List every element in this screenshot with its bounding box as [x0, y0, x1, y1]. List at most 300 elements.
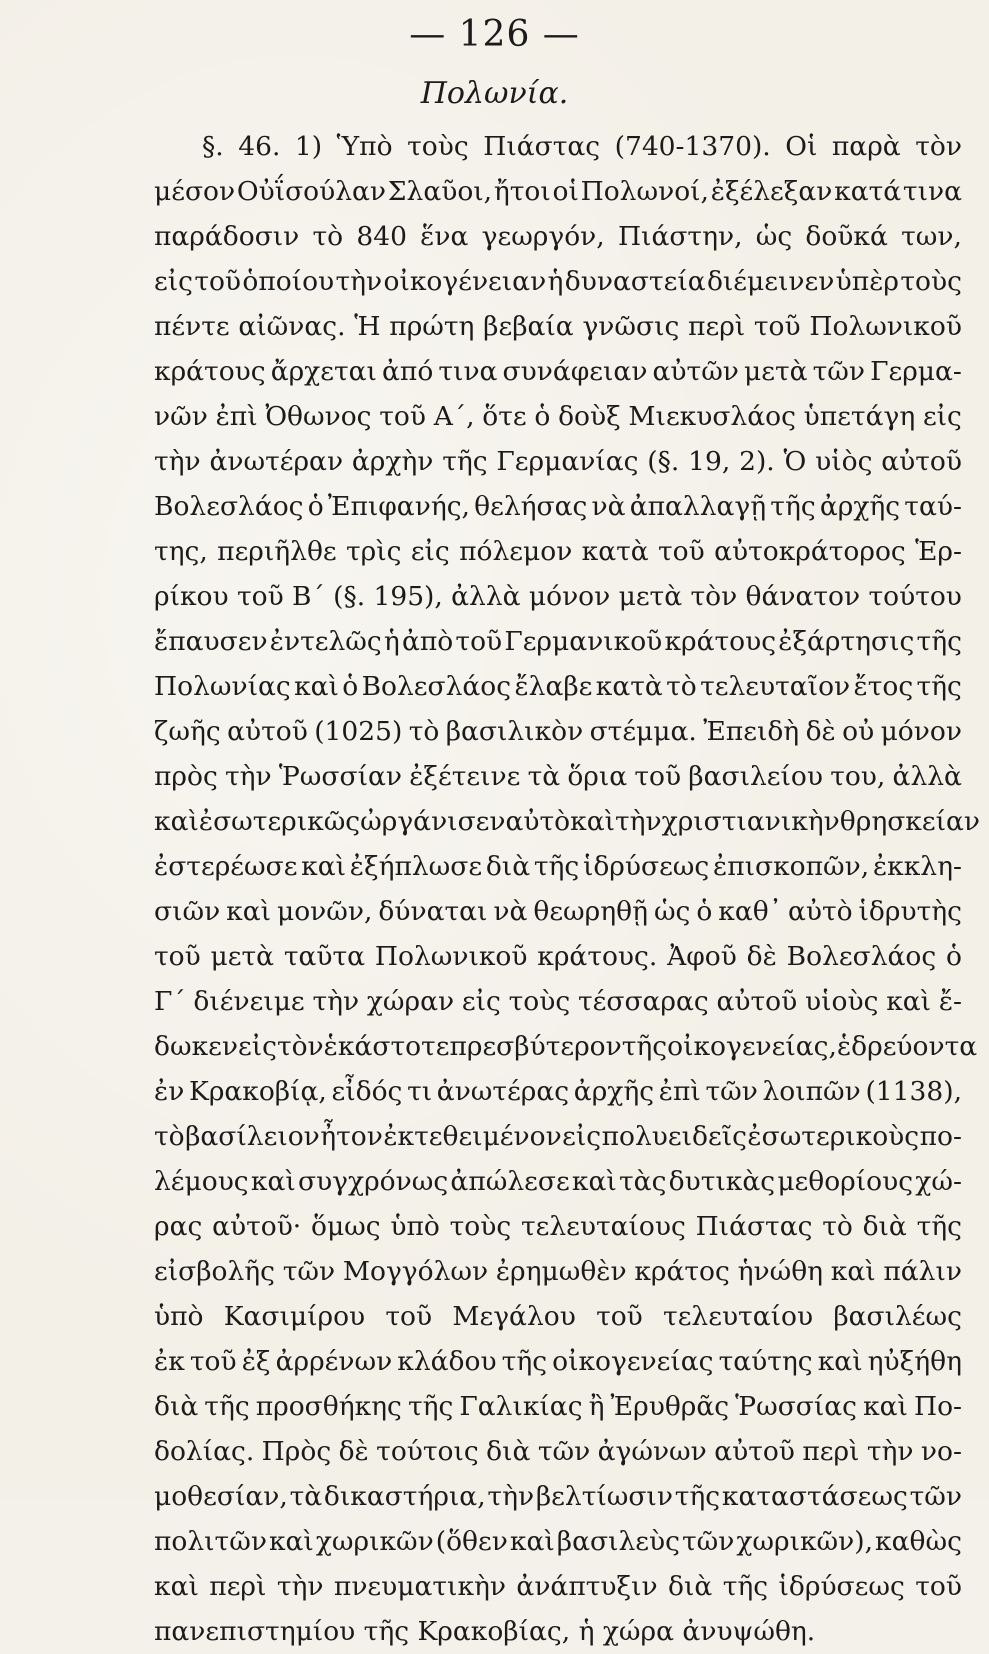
- word: Μεγάλου: [452, 1301, 576, 1332]
- word: τὴν: [154, 446, 201, 477]
- word: ἀλλὰ: [892, 761, 962, 792]
- word: ὁ: [696, 896, 713, 927]
- word: καὶ: [226, 896, 272, 927]
- word: τὰ: [527, 761, 561, 792]
- word: τοῦ: [379, 401, 426, 432]
- text-line: [154, 799, 980, 844]
- word: τὴν: [487, 1481, 535, 1512]
- word: τὸ: [408, 716, 440, 747]
- word: νο-: [920, 1436, 962, 1467]
- word: Ἐπιφανής,: [327, 491, 470, 522]
- word: καὶ: [250, 1166, 296, 1197]
- word: ταύτης: [718, 1346, 813, 1377]
- text-line: [154, 304, 962, 349]
- word: διένειμε: [193, 986, 305, 1017]
- word: ὑπὲρ: [835, 266, 899, 297]
- word: Γαλικίας: [459, 1391, 583, 1422]
- page-number: — 126 —: [409, 14, 580, 55]
- word: τῆς: [770, 491, 816, 522]
- word: Γερμα-: [870, 356, 962, 387]
- word: ηὐξήθη: [867, 1346, 962, 1377]
- word: 1): [294, 131, 323, 162]
- word: χωρικῶν),: [736, 1526, 874, 1557]
- word: κατὰ: [581, 536, 649, 567]
- word: τοῦ: [634, 761, 682, 792]
- text-line: [154, 1474, 962, 1519]
- word: Πιάστας: [695, 1211, 813, 1242]
- word: μόνον: [880, 716, 962, 747]
- word: ὑπὸ: [154, 1301, 204, 1332]
- word: ὅτε: [482, 401, 527, 432]
- word: δυναστεία: [564, 266, 706, 297]
- word: ὁ: [945, 941, 962, 972]
- word: βασιλείου: [688, 761, 823, 792]
- word: Βολεσλάος: [361, 671, 512, 702]
- word: γνῶσις: [582, 311, 680, 342]
- word: βασιλικὸν: [445, 716, 584, 747]
- word: ἑδρεύοντα: [836, 1031, 978, 1062]
- word: τοῦ: [455, 626, 503, 657]
- word: νὰ: [591, 491, 626, 522]
- text-line: [154, 124, 962, 169]
- word: τῶν: [812, 356, 866, 387]
- word: νὰ: [493, 896, 528, 927]
- word: ἐντελῶς: [269, 626, 382, 657]
- word: ὡς: [755, 221, 793, 252]
- word: ἐξέτεινε: [409, 761, 521, 792]
- word: ἐκ: [154, 1346, 185, 1377]
- word: θρησκείαν: [839, 806, 980, 837]
- word: γεωργόν,: [481, 221, 605, 252]
- word: Ὀθωνος: [265, 401, 372, 432]
- word: τῆς: [442, 446, 488, 477]
- text-line: [154, 664, 962, 709]
- word: τοῦ: [385, 1301, 433, 1332]
- word: αὐτοῦ: [714, 1436, 795, 1467]
- word: τῆς: [674, 1481, 721, 1512]
- section-title: Πολωνία.: [420, 76, 569, 111]
- word: τῶν: [282, 1256, 336, 1287]
- word: τῶν: [537, 1436, 591, 1467]
- word: τῆς: [722, 1571, 769, 1602]
- word: μεθορίους: [777, 1166, 914, 1197]
- word: 19,: [688, 446, 731, 477]
- word: παράδοσιν: [154, 221, 300, 252]
- word: εἰς: [410, 536, 450, 567]
- word: τι: [407, 1076, 433, 1107]
- word: ἱδρύσεως: [778, 1571, 905, 1602]
- word: ἀνωτέρας: [436, 1076, 570, 1107]
- word: δύναται: [378, 896, 488, 927]
- word: τῆς: [916, 671, 962, 702]
- word: ἐξ: [241, 1346, 271, 1377]
- text-line: πανεπιστημίου τῆς Κρακοβίας, ἡ χώρα ἀνυψώθη.: [154, 1616, 816, 1647]
- word: ὁποίου: [242, 266, 335, 297]
- word: τὴν: [335, 266, 383, 297]
- text-line: [154, 1564, 962, 1609]
- text-line: [154, 709, 962, 754]
- word: ἀπώλεσε: [450, 1166, 570, 1197]
- word: θεωρηθῇ: [533, 896, 648, 927]
- word: Ῥωσσίας: [735, 1391, 858, 1422]
- word: 2).: [739, 446, 775, 477]
- word: Γ΄: [154, 986, 186, 1017]
- word: τὴν: [225, 761, 272, 792]
- word: ρίκου: [154, 581, 229, 612]
- word: Ἑρ-: [915, 536, 962, 567]
- word: διὰ: [154, 1391, 199, 1422]
- word: συγχρόνως: [297, 1166, 449, 1197]
- word: τέσσαρας: [577, 986, 709, 1017]
- word: βεβαία: [483, 311, 574, 342]
- word: Πολωνοί,: [580, 176, 709, 207]
- word: ἀρρένων: [275, 1346, 393, 1377]
- word: Πο-: [913, 1391, 962, 1422]
- word: 195),: [373, 581, 443, 612]
- word: κράτους.: [537, 941, 658, 972]
- word: περὶ: [209, 1571, 267, 1602]
- word: πο-: [919, 1121, 962, 1152]
- word: Οἱ: [785, 131, 818, 162]
- word: ἐπὶ: [215, 401, 258, 432]
- word: ὁ: [307, 491, 324, 522]
- word: ὅρια: [567, 761, 628, 792]
- word: Κασιμίρου: [223, 1301, 366, 1332]
- word: δυτικὰς: [668, 1166, 776, 1197]
- word: ὁ: [534, 401, 551, 432]
- word: τὸ: [822, 1211, 853, 1242]
- text-line: [154, 394, 962, 439]
- word: θάνατον: [745, 581, 861, 612]
- word: Ἡ: [354, 311, 381, 342]
- word: τοῦ: [658, 536, 705, 567]
- word: τῶν: [909, 1481, 962, 1512]
- word: ἡ: [383, 626, 400, 657]
- word: χώραν: [366, 986, 455, 1017]
- word: ὡς: [653, 896, 691, 927]
- word: διὰ: [486, 1436, 531, 1467]
- word: Α΄,: [433, 401, 475, 432]
- word: Βολεσλάος: [154, 491, 304, 522]
- word: τοῦ: [194, 266, 242, 297]
- word: χωρικῶν: [315, 1526, 434, 1557]
- word: δολίας.: [154, 1436, 255, 1467]
- word: καὶ: [294, 671, 339, 702]
- word: κατὰ: [595, 671, 663, 702]
- word: Πολωνίας: [154, 671, 291, 702]
- word: τὴν: [866, 1436, 914, 1467]
- word: μέσον: [154, 176, 236, 207]
- word: ἐσωτερικοὺς: [747, 1121, 920, 1152]
- word: της,: [154, 536, 208, 567]
- word: οὐ: [842, 716, 875, 747]
- word: κατά: [834, 176, 902, 207]
- text-line: [154, 1204, 962, 1249]
- word: διέμεινεν: [706, 266, 835, 297]
- word: χώ-: [915, 1166, 962, 1197]
- word: εἰς: [154, 266, 193, 297]
- word: αὐτὸ: [787, 896, 853, 927]
- word: πάλιν: [883, 1256, 962, 1287]
- word: πρεσβύτερον: [449, 1031, 622, 1062]
- word: ἀρχὴν: [351, 446, 434, 477]
- word: αὐτῶν: [652, 356, 739, 387]
- word: Ἀφοῦ: [667, 941, 737, 972]
- word: ἐξέλεξαν: [710, 176, 833, 207]
- word: ταύ-: [904, 491, 962, 522]
- text-line: [154, 259, 962, 304]
- word: (1025): [314, 716, 403, 747]
- word: καὶ: [830, 1256, 876, 1287]
- word: τῆς: [407, 1391, 454, 1422]
- word: τῶν: [705, 1076, 758, 1107]
- word: πνευματικὴν: [333, 1571, 506, 1602]
- text-line: [154, 214, 962, 259]
- word: τῆς: [501, 1346, 548, 1377]
- word: τελευταῖον: [700, 671, 851, 702]
- word: τῆς: [916, 1211, 962, 1242]
- word: τῶν: [681, 1526, 735, 1557]
- word: Πολωνικοῦ: [374, 941, 528, 972]
- word: ὁ: [342, 671, 359, 702]
- word: βελτίωσιν: [535, 1481, 673, 1512]
- word: (740-1370).: [614, 131, 771, 162]
- text-line: [154, 1249, 962, 1294]
- word: μετὰ: [618, 581, 683, 612]
- word: τοῦ: [154, 941, 201, 972]
- word: παρὰ: [831, 131, 901, 162]
- text-line: [154, 1339, 962, 1384]
- word: πρὸς: [154, 761, 218, 792]
- word: ἀγώνων: [597, 1436, 707, 1467]
- word: ἦτον: [320, 1121, 383, 1152]
- word: καὶ: [817, 1346, 863, 1377]
- word: καὶ: [863, 1391, 908, 1422]
- word: 46.: [238, 131, 281, 162]
- word: τοῦ: [915, 1571, 962, 1602]
- word: καθὼς: [875, 1526, 962, 1557]
- word: τοῦ: [596, 1301, 643, 1332]
- word: ἀπαλλαγῇ: [629, 491, 767, 522]
- word: ἔπαυσεν: [154, 626, 268, 657]
- word: καὶ: [301, 851, 347, 882]
- word: ἱδρυτὴς: [858, 896, 962, 927]
- word: πόλεμον: [459, 536, 573, 567]
- word: λοιπῶν: [762, 1076, 861, 1107]
- word: τοῦ: [189, 1346, 237, 1377]
- word: τὸν: [276, 1031, 324, 1062]
- word: ἔ-: [938, 986, 962, 1017]
- word: ταῦτα: [283, 941, 366, 972]
- word: κράτους: [154, 356, 266, 387]
- word: Πιάστην,: [617, 221, 743, 252]
- word: τούτου: [868, 581, 962, 612]
- word: καὶ: [154, 806, 199, 837]
- word: δὲ: [746, 941, 777, 972]
- word: στέμμα.: [589, 716, 697, 747]
- word: τῆς: [621, 1031, 668, 1062]
- text-line: [154, 529, 962, 574]
- word: ἐξήπλωσε: [349, 851, 483, 882]
- word: δὲ: [805, 716, 836, 747]
- word: ἐκκλη-: [872, 851, 962, 882]
- word: τὴν: [276, 1571, 324, 1602]
- word: σιῶν: [154, 896, 221, 927]
- word: (ὅθεν: [435, 1526, 508, 1557]
- word: των,: [901, 221, 962, 252]
- word: δωκεν: [154, 1031, 238, 1062]
- word: διὰ: [485, 851, 531, 882]
- text-line: [154, 439, 962, 484]
- word: ἀρχῆς: [573, 1076, 655, 1107]
- word: αὐτοῦ: [881, 446, 962, 477]
- word: ἡ: [547, 266, 564, 297]
- word: εἶδός: [331, 1076, 403, 1107]
- text-line: [154, 1069, 962, 1114]
- word: Ὁ: [783, 446, 807, 477]
- text-line: [154, 754, 962, 799]
- word: τὸ: [154, 1121, 185, 1152]
- word: οἰκογενείας,: [667, 1031, 837, 1062]
- word: καὶ: [509, 1526, 555, 1557]
- word: δὲ: [338, 1436, 369, 1467]
- word: ὑπετάγη: [803, 401, 916, 432]
- word: περιῆλθε: [217, 536, 337, 567]
- word: τῆς: [916, 626, 962, 657]
- word: Μιεκυσλάος: [628, 401, 796, 432]
- word: οἰκογενείας: [552, 1346, 714, 1377]
- word: του,: [830, 761, 886, 792]
- word: τὸν: [690, 581, 738, 612]
- word: τούτοις: [376, 1436, 479, 1467]
- word: αὐτοῦ: [227, 716, 308, 747]
- word: τοὺς: [900, 266, 962, 297]
- word: Ῥωσσίαν: [278, 761, 402, 792]
- word: τινα: [902, 176, 962, 207]
- word: Πιάστας: [483, 131, 601, 162]
- word: ἀπὸ: [401, 626, 454, 657]
- word: ἔτος: [853, 671, 914, 702]
- word: §.: [202, 131, 224, 162]
- word: ἕνα: [420, 221, 469, 252]
- text-line: [154, 619, 962, 664]
- word: ἡνώθη: [737, 1256, 824, 1287]
- word: ἀρχῆς: [819, 491, 901, 522]
- word: ἐστερέωσε: [154, 851, 298, 882]
- word: νῶν: [154, 401, 208, 432]
- word: τοὺς: [407, 131, 469, 162]
- word: ἐν: [154, 1076, 185, 1107]
- word: καὶ: [886, 986, 932, 1017]
- word: ζωῆς: [154, 716, 221, 747]
- word: βασιλεὺς: [556, 1526, 680, 1557]
- word: ἢ: [588, 1391, 605, 1422]
- word: αὐτοῦ: [716, 986, 798, 1017]
- word: αὐτὸ: [505, 806, 571, 837]
- text-line: [154, 574, 962, 619]
- word: εἰς: [237, 1031, 277, 1062]
- word: δοὺξ: [558, 401, 621, 432]
- word: τὴν: [615, 806, 662, 837]
- word: εἰς: [461, 986, 501, 1017]
- word: διὰ: [668, 1571, 713, 1602]
- word: τοῦ: [753, 311, 801, 342]
- word: ἄρχεται: [270, 356, 377, 387]
- word: εἰς: [922, 401, 962, 432]
- word: υἱὸς: [815, 446, 873, 477]
- word: κράτους: [664, 626, 777, 657]
- word: Βολεσλάος: [786, 941, 937, 972]
- word: ἀπό: [382, 356, 434, 387]
- word: οἰκογένειαν: [383, 266, 547, 297]
- word: τρὶς: [345, 536, 402, 567]
- word: μετὰ: [744, 356, 808, 387]
- word: ὑπὸ: [390, 1211, 440, 1242]
- word: οἱ: [552, 176, 579, 207]
- text-line: [154, 1159, 962, 1204]
- word: υἱοὺς: [805, 986, 879, 1017]
- word: Οὐΐσούλαν: [236, 176, 387, 207]
- word: ἐξάρτησις: [778, 626, 915, 657]
- text-line: [154, 844, 962, 889]
- word: ρας: [154, 1211, 203, 1242]
- word: διὰ: [862, 1211, 907, 1242]
- text-line: [154, 934, 962, 979]
- word: ἐπὶ: [658, 1076, 701, 1107]
- word: 840: [356, 221, 407, 252]
- word: ὠργάνισεν: [360, 806, 506, 837]
- body-text: [154, 124, 980, 1654]
- word: Ὑπὸ: [336, 131, 393, 162]
- word: Ἐπειδὴ: [703, 716, 800, 747]
- word: κράτος: [634, 1256, 730, 1287]
- word: ἤτοι: [493, 176, 551, 207]
- word: ἱδρύσεως: [582, 851, 710, 882]
- word: ἀλλὰ: [451, 581, 521, 612]
- word: τινα: [438, 356, 498, 387]
- word: τὸ: [666, 671, 697, 702]
- word: τὴν: [312, 986, 360, 1017]
- word: Σλαῦοι,: [387, 176, 493, 207]
- word: πρώτη: [389, 311, 475, 342]
- text-line: [154, 889, 962, 934]
- text-line: [154, 1384, 962, 1429]
- word: μετὰ: [210, 941, 275, 972]
- word: αὐτοῦ·: [212, 1211, 302, 1242]
- word: καὶ: [268, 1526, 314, 1557]
- word: κλάδου: [397, 1346, 497, 1377]
- word: Γερμανίας: [496, 446, 639, 477]
- word: ἀνάπτυξιν: [516, 1571, 658, 1602]
- word: πολιτῶν: [154, 1526, 267, 1557]
- word: καὶ: [571, 1166, 617, 1197]
- word: ἐπισκοπῶν,: [713, 851, 870, 882]
- text-line: [154, 349, 962, 394]
- word: καθ᾽: [718, 896, 782, 927]
- word: τελευταίους: [520, 1211, 686, 1242]
- word: Β΄: [292, 581, 325, 612]
- word: βασιλέως: [833, 1301, 962, 1332]
- word: τὸ: [312, 221, 344, 252]
- text-line: [154, 484, 962, 529]
- word: μοθεσίαν,: [154, 1481, 288, 1512]
- word: τῆς: [204, 1391, 250, 1422]
- text-line: [154, 1294, 962, 1339]
- word: τοὺς: [508, 986, 571, 1017]
- word: προσθήκης: [255, 1391, 402, 1422]
- word: καὶ: [570, 806, 615, 837]
- word: Γερμανικοῦ: [504, 626, 663, 657]
